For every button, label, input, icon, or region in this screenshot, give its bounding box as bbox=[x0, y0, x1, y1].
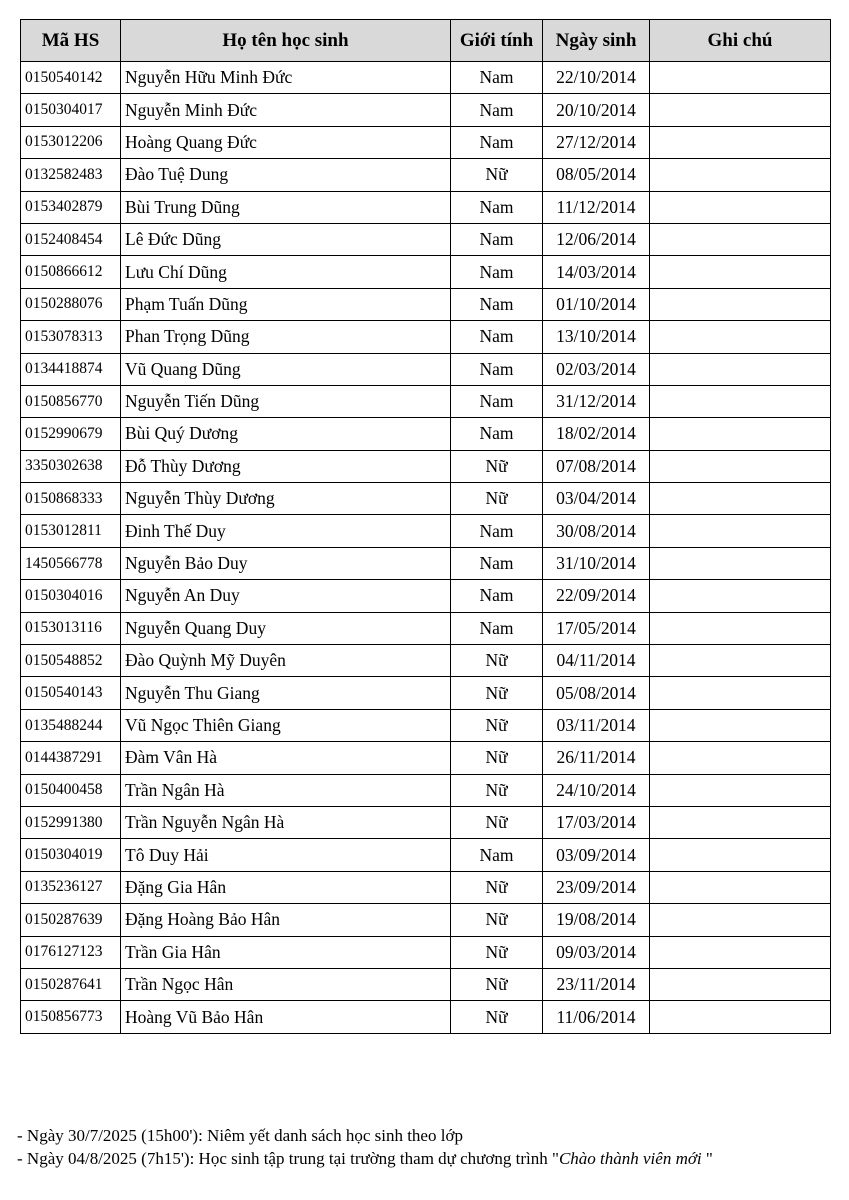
cell-gender: Nữ bbox=[451, 871, 543, 903]
cell-student-name: Nguyễn Minh Đức bbox=[121, 94, 451, 126]
cell-gender: Nam bbox=[451, 126, 543, 158]
cell-note bbox=[650, 223, 831, 255]
cell-student-name: Đặng Gia Hân bbox=[121, 871, 451, 903]
cell-date-of-birth: 31/12/2014 bbox=[543, 385, 650, 417]
cell-student-name: Đào Quỳnh Mỹ Duyên bbox=[121, 645, 451, 677]
cell-student-name: Nguyễn Thu Giang bbox=[121, 677, 451, 709]
cell-note bbox=[650, 353, 831, 385]
cell-note bbox=[650, 288, 831, 320]
header-row bbox=[21, 20, 831, 62]
table-row bbox=[21, 677, 831, 709]
table-row bbox=[21, 904, 831, 936]
cell-gender: Nữ bbox=[451, 483, 543, 515]
cell-note bbox=[650, 904, 831, 936]
cell-student-id: 0150856773 bbox=[21, 1001, 121, 1033]
cell-student-name: Bùi Trung Dũng bbox=[121, 191, 451, 223]
cell-student-name: Tô Duy Hải bbox=[121, 839, 451, 871]
cell-student-name: Trần Gia Hân bbox=[121, 936, 451, 968]
table-row bbox=[21, 159, 831, 191]
table-row bbox=[21, 256, 831, 288]
cell-gender: Nam bbox=[451, 515, 543, 547]
cell-student-name: Nguyễn An Duy bbox=[121, 580, 451, 612]
cell-gender: Nữ bbox=[451, 709, 543, 741]
cell-gender: Nam bbox=[451, 839, 543, 871]
cell-date-of-birth: 22/09/2014 bbox=[543, 580, 650, 612]
cell-date-of-birth: 18/02/2014 bbox=[543, 418, 650, 450]
cell-student-id: 0150400458 bbox=[21, 774, 121, 806]
cell-gender: Nữ bbox=[451, 1001, 543, 1033]
table-row bbox=[21, 288, 831, 320]
cell-student-id: 0150868333 bbox=[21, 483, 121, 515]
program-name: Chào thành viên mới bbox=[558, 1149, 702, 1168]
cell-date-of-birth: 03/09/2014 bbox=[543, 839, 650, 871]
table-row bbox=[21, 742, 831, 774]
cell-date-of-birth: 13/10/2014 bbox=[543, 321, 650, 353]
cell-note bbox=[650, 580, 831, 612]
table-row bbox=[21, 321, 831, 353]
cell-date-of-birth: 14/03/2014 bbox=[543, 256, 650, 288]
cell-date-of-birth: 30/08/2014 bbox=[543, 515, 650, 547]
cell-student-id: 1450566778 bbox=[21, 547, 121, 579]
cell-gender: Nam bbox=[451, 223, 543, 255]
cell-student-id: 0144387291 bbox=[21, 742, 121, 774]
cell-student-id: 0150304017 bbox=[21, 94, 121, 126]
cell-date-of-birth: 12/06/2014 bbox=[543, 223, 650, 255]
student-table-body bbox=[21, 62, 831, 1034]
cell-student-name: Phạm Tuấn Dũng bbox=[121, 288, 451, 320]
cell-student-id: 0152991380 bbox=[21, 806, 121, 838]
cell-student-name: Đỗ Thùy Dương bbox=[121, 450, 451, 482]
cell-date-of-birth: 02/03/2014 bbox=[543, 353, 650, 385]
cell-student-id: 0132582483 bbox=[21, 159, 121, 191]
table-row bbox=[21, 418, 831, 450]
table-row bbox=[21, 806, 831, 838]
cell-date-of-birth: 20/10/2014 bbox=[543, 94, 650, 126]
cell-note bbox=[650, 159, 831, 191]
cell-student-id: 0150540143 bbox=[21, 677, 121, 709]
student-list-sheet bbox=[20, 19, 830, 1034]
cell-student-id: 0152408454 bbox=[21, 223, 121, 255]
cell-student-id: 0150866612 bbox=[21, 256, 121, 288]
table-row bbox=[21, 353, 831, 385]
cell-student-id: 0150856770 bbox=[21, 385, 121, 417]
cell-gender: Nam bbox=[451, 547, 543, 579]
cell-note bbox=[650, 62, 831, 94]
announcement-notes bbox=[17, 1124, 713, 1170]
cell-note bbox=[650, 126, 831, 158]
cell-student-id: 0150540142 bbox=[21, 62, 121, 94]
cell-student-id: 0150548852 bbox=[21, 645, 121, 677]
student-table bbox=[20, 19, 831, 1034]
cell-student-name: Nguyễn Hữu Minh Đức bbox=[121, 62, 451, 94]
cell-note bbox=[650, 191, 831, 223]
cell-student-id: 0150304016 bbox=[21, 580, 121, 612]
cell-note bbox=[650, 645, 831, 677]
cell-student-name: Hoàng Quang Đức bbox=[121, 126, 451, 158]
cell-date-of-birth: 17/05/2014 bbox=[543, 612, 650, 644]
cell-gender: Nam bbox=[451, 191, 543, 223]
cell-date-of-birth: 11/12/2014 bbox=[543, 191, 650, 223]
cell-student-name: Vũ Ngọc Thiên Giang bbox=[121, 709, 451, 741]
cell-note bbox=[650, 321, 831, 353]
cell-student-name: Trần Ngọc Hân bbox=[121, 968, 451, 1000]
cell-gender: Nữ bbox=[451, 968, 543, 1000]
cell-gender: Nữ bbox=[451, 904, 543, 936]
cell-student-id: 0152990679 bbox=[21, 418, 121, 450]
cell-student-name: Lê Đức Dũng bbox=[121, 223, 451, 255]
cell-student-name: Đinh Thế Duy bbox=[121, 515, 451, 547]
table-row bbox=[21, 94, 831, 126]
cell-date-of-birth: 23/09/2014 bbox=[543, 871, 650, 903]
cell-note bbox=[650, 612, 831, 644]
cell-note bbox=[650, 256, 831, 288]
cell-student-id: 0135236127 bbox=[21, 871, 121, 903]
cell-gender: Nam bbox=[451, 94, 543, 126]
note-line-2-prefix: - Ngày 04/8/2025 (7h15'): Học sinh tập trung tại trường tham dự chương trình " bbox=[17, 1149, 559, 1168]
cell-date-of-birth: 03/04/2014 bbox=[543, 483, 650, 515]
table-row bbox=[21, 968, 831, 1000]
cell-note bbox=[650, 742, 831, 774]
cell-note bbox=[650, 936, 831, 968]
cell-date-of-birth: 08/05/2014 bbox=[543, 159, 650, 191]
cell-gender: Nữ bbox=[451, 159, 543, 191]
table-row bbox=[21, 223, 831, 255]
table-row bbox=[21, 839, 831, 871]
cell-student-id: 0153402879 bbox=[21, 191, 121, 223]
table-row bbox=[21, 385, 831, 417]
table-row bbox=[21, 936, 831, 968]
cell-date-of-birth: 09/03/2014 bbox=[543, 936, 650, 968]
table-row bbox=[21, 645, 831, 677]
cell-gender: Nam bbox=[451, 418, 543, 450]
cell-note bbox=[650, 774, 831, 806]
table-row bbox=[21, 62, 831, 94]
cell-student-id: 0150287641 bbox=[21, 968, 121, 1000]
cell-note bbox=[650, 483, 831, 515]
cell-student-id: 0150304019 bbox=[21, 839, 121, 871]
cell-date-of-birth: 22/10/2014 bbox=[543, 62, 650, 94]
cell-gender: Nam bbox=[451, 612, 543, 644]
cell-student-id: 0176127123 bbox=[21, 936, 121, 968]
cell-student-id: 0134418874 bbox=[21, 353, 121, 385]
note-line-1: - Ngày 30/7/2025 (15h00'): Niêm yết danh sách học sinh theo lớp bbox=[17, 1126, 463, 1145]
cell-student-id: 3350302638 bbox=[21, 450, 121, 482]
cell-student-name: Phan Trọng Dũng bbox=[121, 321, 451, 353]
header-note: Ghi chú bbox=[650, 20, 831, 62]
header-gender: Giới tính bbox=[451, 20, 543, 62]
cell-date-of-birth: 01/10/2014 bbox=[543, 288, 650, 320]
cell-date-of-birth: 17/03/2014 bbox=[543, 806, 650, 838]
note-line-2 bbox=[17, 1147, 713, 1170]
cell-student-name: Đàm Vân Hà bbox=[121, 742, 451, 774]
cell-note bbox=[650, 871, 831, 903]
table-row bbox=[21, 1001, 831, 1033]
cell-gender: Nam bbox=[451, 288, 543, 320]
cell-student-name: Nguyễn Thùy Dương bbox=[121, 483, 451, 515]
cell-student-id: 0153012811 bbox=[21, 515, 121, 547]
table-row bbox=[21, 709, 831, 741]
table-row bbox=[21, 483, 831, 515]
header-student-id: Mã HS bbox=[21, 20, 121, 62]
cell-gender: Nữ bbox=[451, 936, 543, 968]
cell-date-of-birth: 24/10/2014 bbox=[543, 774, 650, 806]
cell-student-name: Trần Ngân Hà bbox=[121, 774, 451, 806]
cell-gender: Nữ bbox=[451, 450, 543, 482]
cell-date-of-birth: 27/12/2014 bbox=[543, 126, 650, 158]
cell-gender: Nữ bbox=[451, 677, 543, 709]
cell-note bbox=[650, 385, 831, 417]
cell-student-name: Nguyễn Quang Duy bbox=[121, 612, 451, 644]
cell-gender: Nữ bbox=[451, 742, 543, 774]
cell-gender: Nam bbox=[451, 385, 543, 417]
cell-student-id: 0150287639 bbox=[21, 904, 121, 936]
cell-date-of-birth: 05/08/2014 bbox=[543, 677, 650, 709]
table-row bbox=[21, 774, 831, 806]
cell-note bbox=[650, 709, 831, 741]
cell-student-name: Lưu Chí Dũng bbox=[121, 256, 451, 288]
cell-note bbox=[650, 839, 831, 871]
cell-gender: Nam bbox=[451, 321, 543, 353]
cell-gender: Nữ bbox=[451, 645, 543, 677]
table-row bbox=[21, 612, 831, 644]
cell-date-of-birth: 07/08/2014 bbox=[543, 450, 650, 482]
cell-student-id: 0153013116 bbox=[21, 612, 121, 644]
cell-note bbox=[650, 968, 831, 1000]
cell-gender: Nam bbox=[451, 353, 543, 385]
note-line-2-suffix: " bbox=[701, 1149, 713, 1168]
cell-student-name: Hoàng Vũ Bảo Hân bbox=[121, 1001, 451, 1033]
cell-gender: Nữ bbox=[451, 774, 543, 806]
cell-date-of-birth: 26/11/2014 bbox=[543, 742, 650, 774]
cell-note bbox=[650, 94, 831, 126]
cell-student-name: Nguyễn Bảo Duy bbox=[121, 547, 451, 579]
cell-student-name: Đào Tuệ Dung bbox=[121, 159, 451, 191]
cell-gender: Nam bbox=[451, 256, 543, 288]
cell-note bbox=[650, 450, 831, 482]
cell-note bbox=[650, 515, 831, 547]
cell-gender: Nam bbox=[451, 62, 543, 94]
table-row bbox=[21, 126, 831, 158]
table-row bbox=[21, 450, 831, 482]
cell-date-of-birth: 03/11/2014 bbox=[543, 709, 650, 741]
header-student-name: Họ tên học sinh bbox=[121, 20, 451, 62]
cell-date-of-birth: 11/06/2014 bbox=[543, 1001, 650, 1033]
student-table-header bbox=[21, 20, 831, 62]
cell-student-name: Bùi Quý Dương bbox=[121, 418, 451, 450]
table-row bbox=[21, 871, 831, 903]
cell-student-id: 0135488244 bbox=[21, 709, 121, 741]
table-row bbox=[21, 515, 831, 547]
cell-gender: Nam bbox=[451, 580, 543, 612]
cell-student-id: 0150288076 bbox=[21, 288, 121, 320]
header-date-of-birth: Ngày sinh bbox=[543, 20, 650, 62]
cell-student-id: 0153078313 bbox=[21, 321, 121, 353]
cell-student-name: Nguyễn Tiến Dũng bbox=[121, 385, 451, 417]
cell-note bbox=[650, 677, 831, 709]
cell-student-name: Đặng Hoàng Bảo Hân bbox=[121, 904, 451, 936]
cell-student-name: Vũ Quang Dũng bbox=[121, 353, 451, 385]
table-row bbox=[21, 547, 831, 579]
cell-gender: Nữ bbox=[451, 806, 543, 838]
table-row bbox=[21, 191, 831, 223]
cell-note bbox=[650, 806, 831, 838]
cell-note bbox=[650, 547, 831, 579]
cell-note bbox=[650, 1001, 831, 1033]
table-row bbox=[21, 580, 831, 612]
cell-student-id: 0153012206 bbox=[21, 126, 121, 158]
cell-date-of-birth: 31/10/2014 bbox=[543, 547, 650, 579]
cell-date-of-birth: 23/11/2014 bbox=[543, 968, 650, 1000]
cell-date-of-birth: 19/08/2014 bbox=[543, 904, 650, 936]
cell-student-name: Trần Nguyễn Ngân Hà bbox=[121, 806, 451, 838]
cell-note bbox=[650, 418, 831, 450]
cell-date-of-birth: 04/11/2014 bbox=[543, 645, 650, 677]
